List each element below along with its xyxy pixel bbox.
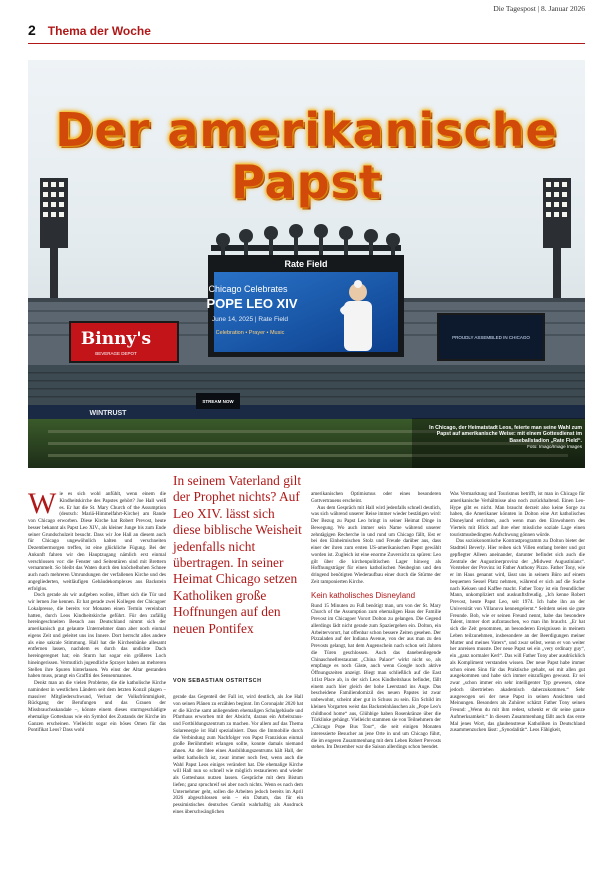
col4-paragraph-2: Das soziokonomische Kontrastprogramm zu Dolton bietet der Stadtteil Beverly. Hier reihen sich Villen entlang breiter und gut gepflegter Alleen aneinander, darunter befindet sich auch die Zentrale der Augustinerprovinz der „Midwest Augustinians“. Vorsteher der Provinz ist Father Anthony Pizzo. Father Tony, wie er im Haus genannt wird, lässt uns in seinem Büro auf einem bequemen Sessel Platz nehmen, während er sich auf die Suche nach Keksen und Kaffee macht. Father Tony ist ein freundlicher Mann, unkompliziert und auskunftsfreudig. „Ich kenne Robert Prevost, heute Papst Leo, seit 1974. Ich habe ihn an der Universität von Villanova kennengelernt.“ Seitdem seien sie gute Freunde. Bob, wie er seinen Freund nennt, habe das besondere Talent, immer dort aufzutauchen, wo man ihn braucht. „Er hat sich die Zeit genommen, an besonderen Ereignissen in meinem Leben teilzunehmen, insbesondere an der Beerdigungen meiner Mutter und meines Vaters“, und zwar selbst, wenn er von weiter her anreisen musste. Der neue Papst sei ein „very ordinary guy“, ein „ganz normaler Kerl“. Das will Father Tony aber ausdrücklich als Kompliment verstanden wissen. Der neue Papst habe immer schon einen Sinn für das Praktische gehabt, sei mit allen gut ausgekommen und habe sich immer einzufügen gewusst. Er sei zwar „schon immer ein sehr intelligenter Typ gewesen, ohne jedoch übertrieben akademisch daherzukommen.“ Sehr ausgewogen sei der neue Papst in seinen Ansichten und Meinungen. Besonders als Zuhörer schätzt Father Tony seinen Freund: „Wenn du mit ihm redest, schenkt er dir seine ganze Aufmerksamkeit.“ In diesem Zusammenhang fällt auch das erste Mal jenes Wort, das glaubenstreue Katholiken in Deutschland zusammenzucken lässt: „Synodalität“. Leos Fähigkeit, (450, 538, 585, 734)
col1-paragraph-3: Denkt man an die vielen Probleme, die die katholische Kirche namindest in westlichen Ländern seit dem letzten Konzil plagen – massiver Mitgliederschwund, Verlust der Volksfrömmigkeit, Rückgang der Berufungen und das Grauen der Missbrauchsskandale –, könnte einem dieses sturmgeschädigte ehemalige Gotteshaus wie ein Symbol des Zustands der Kirche im Ganzen erscheinen. Vielleicht sogar ein böses Omen für das Pontifikat Leos? Dass wohl (28, 680, 166, 734)
svg-text:PROUDLY ASSEMBLED IN CHICAGO: PROUDLY ASSEMBLED IN CHICAGO (452, 335, 530, 340)
scoreboard-brand: Rate Field (284, 259, 328, 269)
teaser: In seinem Vaterland gilt der Prophet nichts? Auf Leo XIV. lässt sich diese biblische Weisheit jedenfalls nicht übertragen. In seiner Heimat Chicago setzen Katholiken große Hoffnungen auf den neuen Pontifex (173, 473, 302, 636)
screen-line-1: Chicago Celebrates (208, 284, 288, 294)
col2-paragraph-1: gerade das Gegenteil der Fall ist, wird deutlich, als Joe Hall von seinen Plänen zu erzählen beginnt. Im Coronajahr 2020 hat er die Kirche samt anliegendem ehemaligen Schulgebäude und Pfarrhaus erworben mit der Absicht, daraus ein Arbeitsraus- und Fortbildungszentrum zu machen. Vor allem auf das Thema Solarenergie ist Hall spezialisiert. Dass die Immobilie durch die Verbindung zum Nachfolger von Papst Franziskus einmal große Berühmtheit erlangen sollte, konnte damals niemand ahnen. An der Idee eines Ausbildungszentrums hält Hall, der selbst katholisch ist, zwar immer noch fest, wenn auch die Wahl Papst Leos einiges verändert hat. Die ehemalige Kirche will Hall nun so schnell wie möglich restaurieren und wieder als Gotteshaus nutzen lassen. Gespräche mit dem Bistum liefen; ganz spruchreif sei aber noch nichts. Wenn es nach dem Unternehmer geht, sollen die Arbeiten jedoch bereits im April 2026 abgeschlossen sein – ein Datum, das für ein pessimistisches deutsches Gemüt wahrhaftig als Ausdruck eines überschwänglichen (173, 694, 303, 815)
col3-paragraph-3: Rund 15 Minuten zu Fuß benötigt man, um von der St. Mary Church of the Assumption zum ehemaligen Haus der Familie Prevost im Chicagoer Vorort Dolton zu gelangen. Die Gegend allerdings lädt nicht gerade zum Spaziergehen ein. Dolton, ein Arbeitervorort, hat offenbar schon bessere Zeiten gesehen. Der Pizzaladen auf der Indiana Avenue, von der aus man zu den Prevosts gelangt, hat dem Augenschein nach schon seit Jahren die Türen geschlossen. Auch das danebenliegende Chinaschnellrestaurant „China Palace“ wirkt nicht so, als empfange es noch Gäste, auch wenn Google noch aktive Öffnungszeiten anzeigt. Biegt man schließlich auf die East 141st Place ab, in der sich Leos Kindheitshaus befindet, fällt einem auch hier gleich der hohe Leerstand ins Auge. Das bescheidene Familiendomizil des neuen Papstes ist zwar unbewohnt, scheint aber gut in Schuss zu sein. Ein Schild im kleinen Vorgarten weist das Backsteinhäuschen als „Pope Leo's childhood home“ aus, Glühbige haben Rosenkränze über die Türklinke gehängt. Vielleicht stammen sie von Teilnehmern der „Chicago Pope Bus Tour“, die seit einigen Monaten interessierte Besucher an jene Orte in und um Chicago führt, die im engeren Zusammenhang mit dem Leben Robert Prevosts stehen. Im Dezember war die Saison allerdings schon beendet. (311, 602, 441, 751)
column-4 (450, 491, 585, 734)
wall-sign-wintrust: WINTRUST (89, 410, 127, 417)
masthead (0, 0, 611, 16)
left-sign-binnys (70, 322, 178, 362)
headline-line-1: Der amerikanische (55, 103, 558, 157)
drop-cap: W (28, 487, 57, 520)
right-sign (438, 314, 544, 360)
subheading: Kein katholisches Disneyland (311, 590, 416, 600)
col1-paragraph-1: ie es sich wohl anfühlt, wenn einem die Kindheitskirche des Papstes gehört? Joe Hall weiß es. Er hat die St. Mary Church of the Assumption (deutsch: Mariä-Himmelfahrt-Kirche) am Rande von Chicago erworben. Diese Kirche hat Robert Prevost, heute besser bekannt als Papst Leo XIV., als kleiner Junge bis zum Ende seiner Grundschulzeit besucht. Dass wir Joe Hall an diesem auch für Chicago ungewöhnlich kalten und verschneiten Dezembermorgen treffen, ist eine glückliche Fügung. Bei der Ankunft fahren wir den Hauptzugang nämlich erst einmal verschlossen vor: die Fenster und Seitentüren sind mit Brettern vernammelt. So bleibt das Waten durch den knöchelhohen Schnee auch nach mehreren Umrundungen der verfallenen Kirche und des angegliederten, weitläufigen Gebäudekomplexes aus Backstein erfolglos. (28, 491, 166, 592)
svg-text:Binny's: Binny's (80, 329, 152, 349)
photo-credit: Foto: Imago/Image Images (527, 444, 582, 450)
screen-line-4: Celebration • Prayer • Music (215, 330, 285, 336)
col1-paragraph-2: Doch gerade als wir aufgeben wollen, öffnet sich die Tür und wir lernen Joe kennen. Er hat gerade zwei Kollegen der Chicagoer Lokalpresse, die bereits vor Monaten einen Termin vereinbart hatten, durch Leos Kindheitskirche geführt. Für den zufällig hereingeschneiten Besuch aus Deutschland nimmt sich der amerikanisch gut gelaunte Unternehmer dann aber noch einmal eigens Zeit und geleitet uns ins Innere. Dort herrscht alles andere als eine sakrale Stimmung. Hall hat die Kirchenbänke allesamt entfernen lassen, nachdem es durch das undichte Dach hereingeregnet hat; ein Sturm hat sogar ein größeres Loch hineingerissen. Vermutlich jugendliche Sprayer haben an mehreren Stellen ihre Spuren hinterlassen. Wo einst der Altar gestanden haben muss, prangt ein Graffiti des Sensenmannes. (28, 592, 166, 680)
section-header (28, 22, 585, 44)
page-number: 2 (28, 22, 36, 38)
screen-line-3: June 14, 2025 | Rate Field (211, 316, 289, 323)
svg-text:BEVERAGE DEPOT: BEVERAGE DEPOT (95, 351, 137, 356)
caption-text: In Chicago, der Heimatstadt Leos, feierte man seine Wahl zum Papst auf amerikanische Weise: mit einem Gottesdienst im Baseballstadion „Rate Field“. (429, 425, 582, 444)
headline (28, 104, 585, 208)
col3-paragraph-1: amerikanischen Optimismus oder eines besonderen Gottvertrauens erscheint. (311, 491, 441, 504)
headline-line-2: Papst (231, 155, 382, 209)
col3-paragraph-2: Aus dem Gespräch mit Hall wird jedenfalls schnell deutlich, was sich während unserer Reise immer wieder bestätigen wird: Der Bezug zu Papst Leo bringt in seiner Heimat Dinge in Bewegung. Wo auch immer sein Name während unserer zehntägigen Recherche in und rund um Chicago fällt, löst er bei den Einheimischen Stolz und Freude darüber aus, dass einer der ihren zum ersten US-amerikanischen Papst gewählt worden ist. Zugleich ist eine enorme Zuversicht zu spüren: Leo gilt über die kirchenpolitischen Lager hinweg als Hoffnungsträger für einen katholischen Neubeginn und den dringend benötigten Wiederaufbau einer durch die Stürme der Zeit ramponierten Kirche. (311, 504, 441, 585)
wall-sign-stream: STREAM NOW (202, 399, 234, 404)
column-3 (311, 491, 441, 751)
screen-line-2: POPE LEO XIV (206, 296, 298, 311)
section-title: Thema der Woche (47, 24, 151, 38)
photo-caption (418, 425, 582, 451)
byline: VON SEBASTIAN OSTRITSCH (173, 678, 262, 684)
column-2 (173, 694, 303, 816)
col4-paragraph-1: Was Vermarktung und Tourismus betrifft, ist man in Chicago für amerikanische Verhältnisse also noch zurückhaltend. Einen Leo-Hype gibt es nicht. Man braucht derzeit also keine Sorge zu haben, die Amerikaner könnten in Dolton eine Art katholisches Disneyland errichten, auch wenn man den Einwohnern des Viertels mit Blick auf ihre eher missliche soziale Lage einen touristmusbedingten Aufschwung gönnen würde. (450, 491, 585, 538)
masthead-paper-date: Die Tagespost | 8. Januar 2026 (493, 4, 585, 13)
column-1 (28, 487, 166, 734)
